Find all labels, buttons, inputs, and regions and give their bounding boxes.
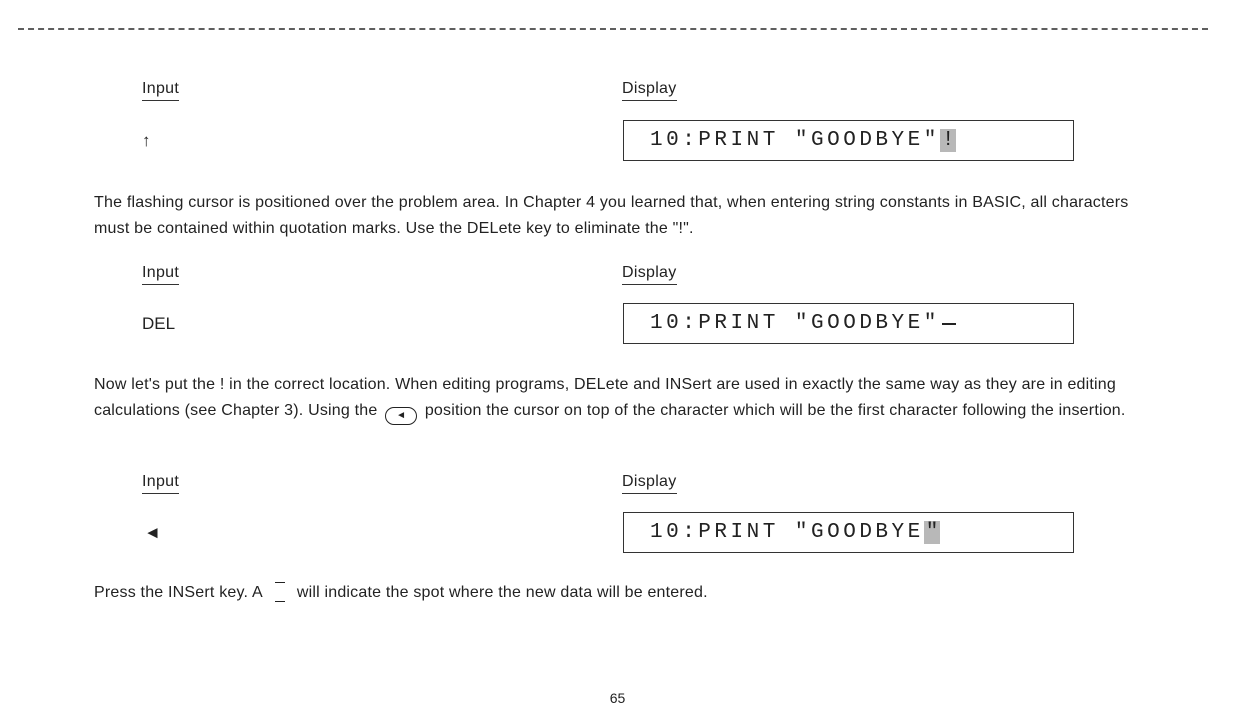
paragraph-3-text-b: will indicate the spot where the new data will be entered. <box>296 584 708 601</box>
page-number: 65 <box>609 690 626 706</box>
paragraph-2-text-a: Now let's put the ! in the correct location. When editing programs, DELete and INSert are used in exactly the same way as they are in editing calculations (see Chapter 3). Using the <box>94 376 1116 419</box>
paragraph-1: The flashing cursor is positioned over the problem area. In Chapter 4 you learned that, when entering string constants in BASIC, all characters must be contained within quotation marks. Use the DELete key to eliminate the "!". <box>94 194 1129 237</box>
paragraph-3-text-a: Press the INSert key. A <box>94 584 263 601</box>
lcd-display-1 <box>623 120 1074 161</box>
input-label-1: Input <box>142 80 179 101</box>
display-label-3: Display <box>622 473 677 494</box>
flashing-cursor-3: " <box>925 521 939 544</box>
display-label-1: Display <box>622 80 677 101</box>
display-label-2: Display <box>622 264 677 285</box>
up-arrow-icon: ↑ <box>142 131 151 150</box>
flashing-cursor: ! <box>941 129 955 152</box>
lcd-display-2 <box>623 303 1074 344</box>
top-dashed-rule <box>18 28 1208 30</box>
left-arrow-key-icon: ◄ <box>385 407 417 425</box>
display-text-2: 10:PRINT "GOODBYE" <box>650 312 940 335</box>
lcd-display-3 <box>623 512 1074 553</box>
del-key-label: DEL <box>142 314 176 333</box>
underline-cursor <box>942 323 956 325</box>
input-label-2: Input <box>142 264 179 285</box>
left-arrow-icon: ◄ <box>144 523 161 542</box>
paragraph-3 <box>94 580 1154 606</box>
display-text-3: 10:PRINT "GOODBYE <box>650 521 924 544</box>
display-text-1: 10:PRINT "GOODBYE" <box>650 129 940 152</box>
paragraph-2-text-b: position the cursor on top of the character which will be the first character following the insertion. <box>424 402 1126 419</box>
paragraph-2 <box>94 372 1154 425</box>
input-label-3: Input <box>142 473 179 494</box>
insert-marker-icon <box>275 582 285 602</box>
